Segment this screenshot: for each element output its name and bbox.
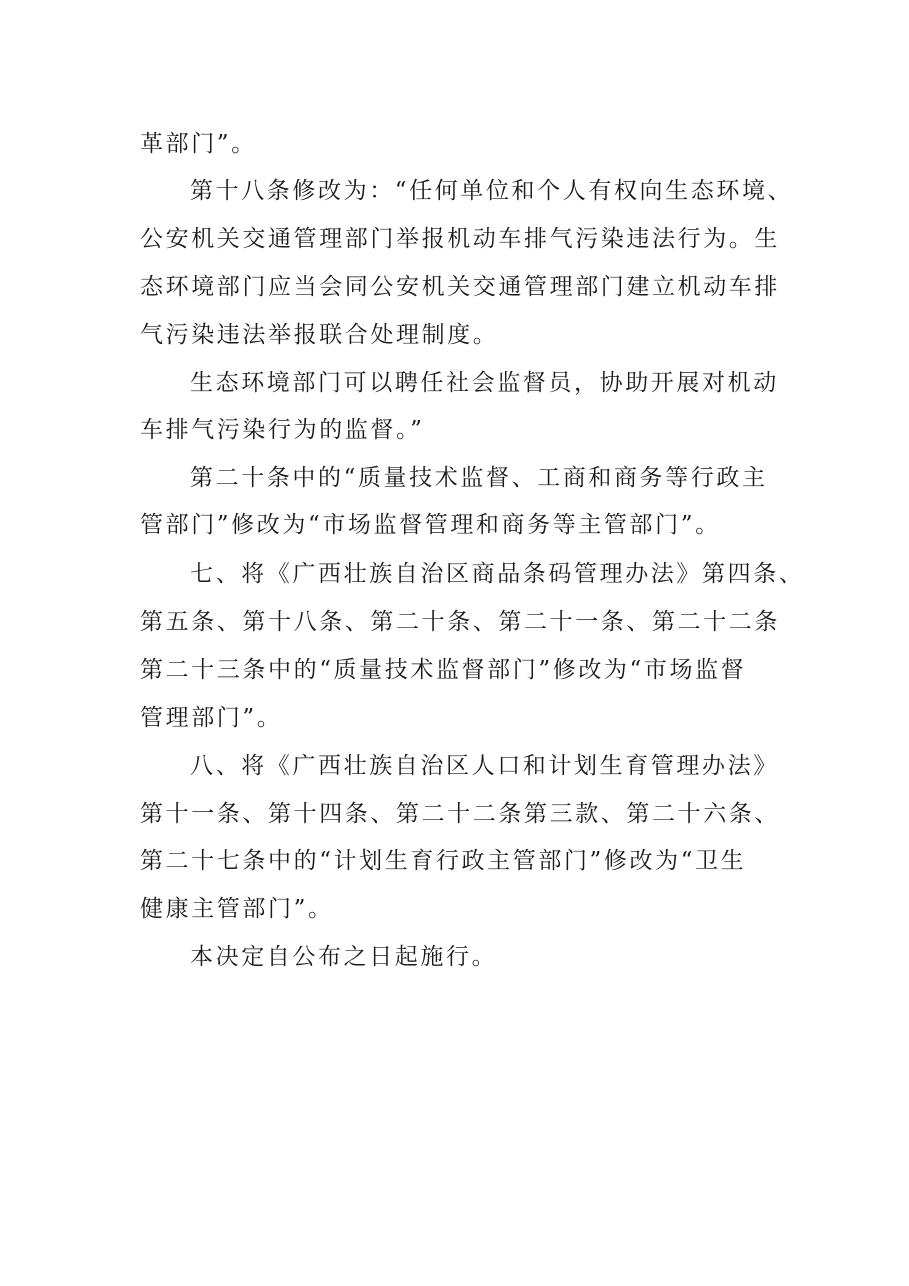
text-line-9: 管部门”修改为“市场监督管理和商务等主管部门”。	[140, 512, 721, 538]
text-line-6: 生态环境部门可以聘任社会监督员，协助开展对机动	[190, 370, 779, 396]
text-line-1: 革部门”。	[140, 131, 257, 157]
text-line-18: 本决定自公布之日起施行。	[190, 944, 498, 970]
text-line-10: 七、将《广西壮族自治区商品条码管理办法》第四条、	[190, 561, 805, 587]
text-line-2: 第十八条修改为：“任何单位和个人有权向生态环境、	[190, 178, 794, 204]
text-line-17: 健康主管部门”。	[140, 896, 334, 922]
text-line-5: 气污染违法举报联合处理制度。	[140, 322, 499, 348]
text-line-11: 第五条、第十八条、第二十条、第二十一条、第二十二条	[140, 609, 780, 635]
text-line-7: 车排气污染行为的监督。”	[140, 417, 425, 443]
text-line-3: 公安机关交通管理部门举报机动车排气污染违法行为。生	[140, 226, 780, 252]
text-line-8: 第二十条中的“质量技术监督、工商和商务等行政主	[190, 465, 768, 491]
text-line-4: 态环境部门应当会同公安机关交通管理部门建立机动车排	[140, 274, 780, 300]
text-line-14: 八、将《广西壮族自治区人口和计划生育管理办法》	[190, 753, 779, 779]
text-line-16: 第二十七条中的“计划生育行政主管部门”修改为“卫生	[140, 848, 747, 874]
text-line-15: 第十一条、第十四条、第二十二条第三款、第二十六条、	[140, 801, 780, 827]
text-line-13: 管理部门”。	[140, 705, 283, 731]
text-line-12: 第二十三条中的“质量技术监督部门”修改为“市场监督	[140, 657, 747, 683]
